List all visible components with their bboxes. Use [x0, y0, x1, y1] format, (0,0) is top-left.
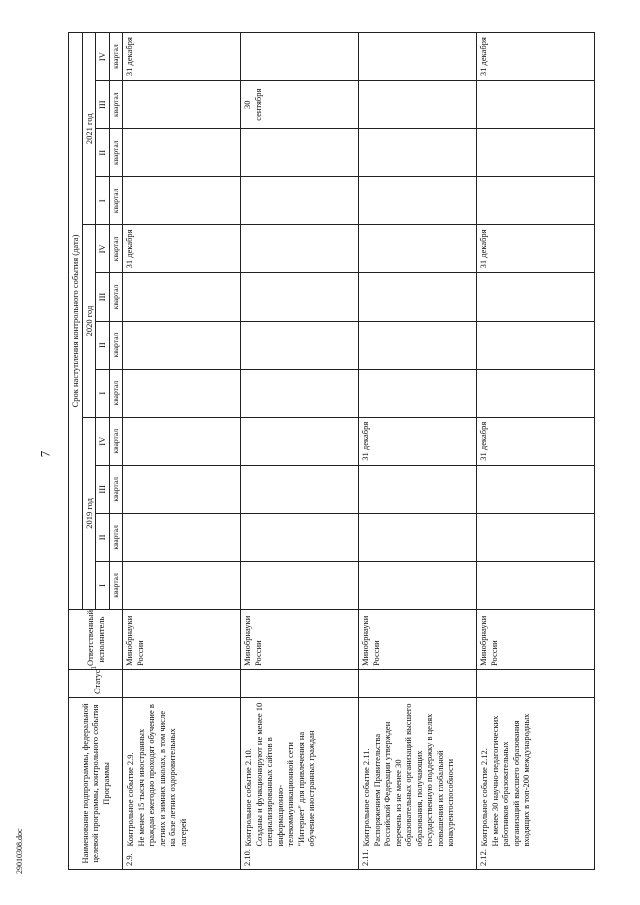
control-events-table [68, 32, 595, 870]
quarter-label: квартал [109, 273, 123, 321]
quarter-label: квартал [109, 417, 123, 465]
executor-cell: Минобрнауки России [477, 610, 595, 670]
quarter-number: II [96, 513, 110, 561]
event-title: Контрольное событие 2.10. [243, 748, 253, 847]
quarter-number: IV [96, 33, 110, 81]
event-title: Контрольное событие 2.11. [361, 748, 371, 847]
quarter-number: II [96, 129, 110, 177]
quarter-number: IV [96, 417, 110, 465]
quarter-label: квартал [109, 81, 123, 129]
header-status: Статус$^1$ [69, 670, 123, 698]
page-number: 7 [37, 450, 53, 458]
executor-cell: Минобрнауки России [123, 610, 241, 670]
date-2019-q4: 31 декабря [477, 417, 595, 465]
quarter-number: III [96, 81, 110, 129]
quarter-label: квартал [109, 465, 123, 513]
status-cell [359, 670, 477, 698]
quarter-number: III [96, 465, 110, 513]
row-number: 2.11. [359, 850, 477, 870]
event-title: Контрольное событие 2.12. [479, 748, 489, 847]
event-description [123, 698, 241, 850]
quarter-number: II [96, 321, 110, 369]
quarter-number: IV [96, 225, 110, 273]
status-cell [123, 670, 241, 698]
event-text: Распоряжением Правительства Российской Федерации утвержден перечень из не менее 30 образовательных организаций высшего образования, получающих государственную поддержку в целях повышения их глобальной конкурентоспособности [371, 703, 455, 847]
executor-cell: Минобрнауки России [241, 610, 359, 670]
quarter-label: квартал [109, 129, 123, 177]
date-2021-q3: 30 сентября [241, 81, 359, 129]
row-number: 2.10. [241, 850, 359, 870]
date-2020-q4: 31 декабря [477, 225, 595, 273]
quarter-number: III [96, 273, 110, 321]
event-description [477, 698, 595, 850]
quarter-label: квартал [109, 561, 123, 609]
header-year-2021: 2021 год [82, 33, 96, 225]
event-text: Не менее 30 научно-педагогических работников образовательных организаций высшего образования входящих в топ-200 международных [489, 713, 531, 847]
event-text: Не менее 15 тысяч иностранных граждан ежегодно проходят обучение в летних и зимних школах, в том числе на базе летних оздоровительных лагерей [135, 704, 188, 847]
table-row [123, 33, 241, 870]
quarter-label: квартал [109, 321, 123, 369]
quarter-number: I [96, 561, 110, 609]
header-period: Срок наступления контрольного события (дата) [69, 33, 83, 610]
quarter-number: I [96, 177, 110, 225]
document-filename: 29010308.doc [15, 828, 24, 874]
rotated-table-wrapper [68, 32, 633, 870]
table-row [359, 33, 477, 870]
table-row [477, 33, 595, 870]
quarter-label: квартал [109, 33, 123, 81]
date-2019-q4: 31 декабря [359, 417, 477, 465]
header-executor: Ответственный исполнитель [69, 610, 123, 670]
status-cell [241, 670, 359, 698]
quarter-number: I [96, 369, 110, 417]
event-title: Контрольное событие 2.9. [125, 752, 135, 847]
row-number: 2.12. [477, 850, 595, 870]
table-row [241, 33, 359, 870]
date-2021-q4: 31 декабря [123, 33, 241, 81]
event-text: Созданы и функционируют не менее 10 специализированных сайтов в информационно-телекоммуникационной сети "Интернет" для привлечения на обучение иностранных граждан [253, 702, 316, 847]
status-cell [477, 670, 595, 698]
quarter-label: квартал [109, 225, 123, 273]
header-name: Наименование подпрограммы, федеральной целевой программы, контрольного события Программы [69, 698, 123, 870]
quarter-label: квартал [109, 369, 123, 417]
header-year-2020: 2020 год [82, 225, 96, 417]
row-number: 2.9. [123, 850, 241, 870]
date-2020-q4: 31 декабря [123, 225, 241, 273]
quarter-label: квартал [109, 177, 123, 225]
event-description [241, 698, 359, 850]
event-description [359, 698, 477, 850]
header-year-2019: 2019 год [82, 417, 96, 609]
executor-cell: Минобрнауки России [359, 610, 477, 670]
date-2021-q4: 31 декабря [477, 33, 595, 81]
quarter-label: квартал [109, 513, 123, 561]
